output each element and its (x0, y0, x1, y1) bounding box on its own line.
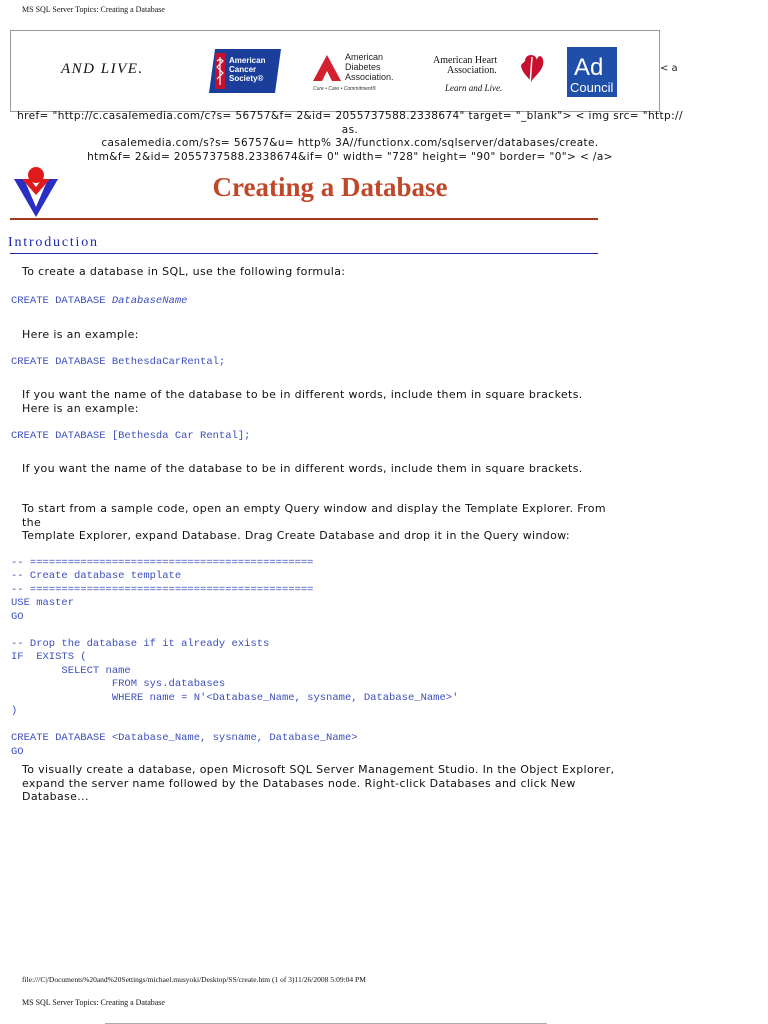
code-line: -- ============================================= (11, 583, 314, 596)
code-line: FROM sys.databases (11, 678, 226, 690)
aha-line1: American Heart (433, 55, 498, 66)
ad-banner[interactable] (10, 30, 660, 112)
aha-line2: Association. (447, 65, 497, 76)
paragraph (22, 502, 622, 543)
acs-logo (209, 49, 281, 93)
code-line: USE master (11, 597, 75, 609)
ada-line3: Association. (345, 72, 394, 82)
footer-page-header: MS SQL Server Topics: Creating a Database (22, 998, 165, 1007)
adc-line1: Ad (574, 54, 604, 81)
paragraph-line: If you want the name of the database to be in different words, include them in square brackets. (22, 388, 583, 401)
code-line: SELECT name (11, 664, 131, 677)
raw-html-line: casalemedia.com/s?s= 56757&u= http% 3A//functionx.com/sqlserver/databases/create. (101, 137, 599, 149)
paragraph: If you want the name of the database to be in different words, include them in square brackets. (22, 462, 583, 475)
code-line (11, 624, 458, 638)
title-divider (10, 218, 598, 220)
footer-file-path: file:///C|/Documents%20and%20Settings/michael.musyoki/Desktop/SS/create.htm (1 of 3)11/26/2008 5:09:04 PM (22, 975, 366, 984)
banner-trailing-text: < a (660, 63, 678, 74)
page-title: Creating a Database (212, 172, 448, 202)
paragraph-line: expand the server name followed by the Databases node. Right-click Databases and click New Database... (22, 776, 576, 803)
paragraph: To create a database in SQL, use the following formula: (22, 265, 346, 278)
paragraph-line: Here is an example: (22, 401, 139, 415)
section-title: Introduction (8, 235, 99, 250)
code-param: DatabaseName (111, 295, 188, 307)
paragraph (22, 388, 622, 415)
code-line: GO (11, 745, 24, 758)
page-header: MS SQL Server Topics: Creating a Database (22, 5, 165, 14)
code-template (11, 543, 458, 773)
acs-line3: Society® (229, 74, 264, 83)
raw-html-line: href= "http://c.casalemedia.com/c?s= 56757&f= 2&id= 2055737588.2338674" target= "_blank"> < img src= "http:// as. (17, 110, 683, 136)
aha-logo (433, 51, 545, 97)
aha-tagline: Learn and Live. (445, 83, 503, 93)
code-line: -- Drop the database if it already exists (11, 637, 270, 650)
ad-council-logo (567, 47, 617, 97)
code-line: CREATE DATABASE <Database_Name, sysname, Database_Name> (11, 732, 358, 744)
code-line (11, 719, 458, 733)
ada-line2: Diabetes (345, 62, 381, 72)
code-keyword: CREATE DATABASE (11, 295, 112, 307)
code-line: GO (11, 610, 24, 623)
code-line: -- ============================================= (11, 556, 314, 569)
ada-logo (311, 51, 411, 93)
code-line: IF EXISTS ( (11, 651, 87, 663)
raw-html-line: htm&f= 2&id= 2055737588.2338674&if= 0" width= "728" height= "90" border= "0"> < /a> (87, 150, 613, 163)
paragraph: Here is an example: (22, 328, 139, 341)
code-example: CREATE DATABASE BethesdaCarRental; (11, 356, 226, 368)
paragraph (22, 763, 622, 804)
banner-handwriting: AND LIVE. (61, 61, 144, 77)
raw-html-snippet (10, 110, 690, 164)
paragraph-line: To start from a sample code, open an empty Query window and display the Template Explorer. From the (22, 502, 606, 529)
section-divider (10, 253, 598, 254)
ada-line1: American (345, 52, 384, 62)
adc-line2: Council (570, 80, 614, 95)
paragraph-line: To visually create a database, open Microsoft SQL Server Management Studio. In the Object Explorer, (22, 763, 615, 776)
code-example: CREATE DATABASE [Bethesda Car Rental]; (11, 430, 251, 442)
code-line: WHERE name = N'<Database_Name, sysname, Database_Name>' (11, 691, 459, 704)
ada-tagline: Cure • Care • Commitment® (313, 86, 376, 92)
functionx-logo-icon (12, 165, 60, 217)
paragraph-line: Template Explorer, expand Database. Drag Create Database and drop it in the Query window: (22, 529, 570, 542)
code-line: -- Create database template (11, 570, 182, 582)
acs-line2: Cancer (229, 65, 257, 74)
acs-line1: American (229, 56, 266, 65)
code-line: ) (11, 705, 18, 717)
code-formula (11, 295, 187, 309)
